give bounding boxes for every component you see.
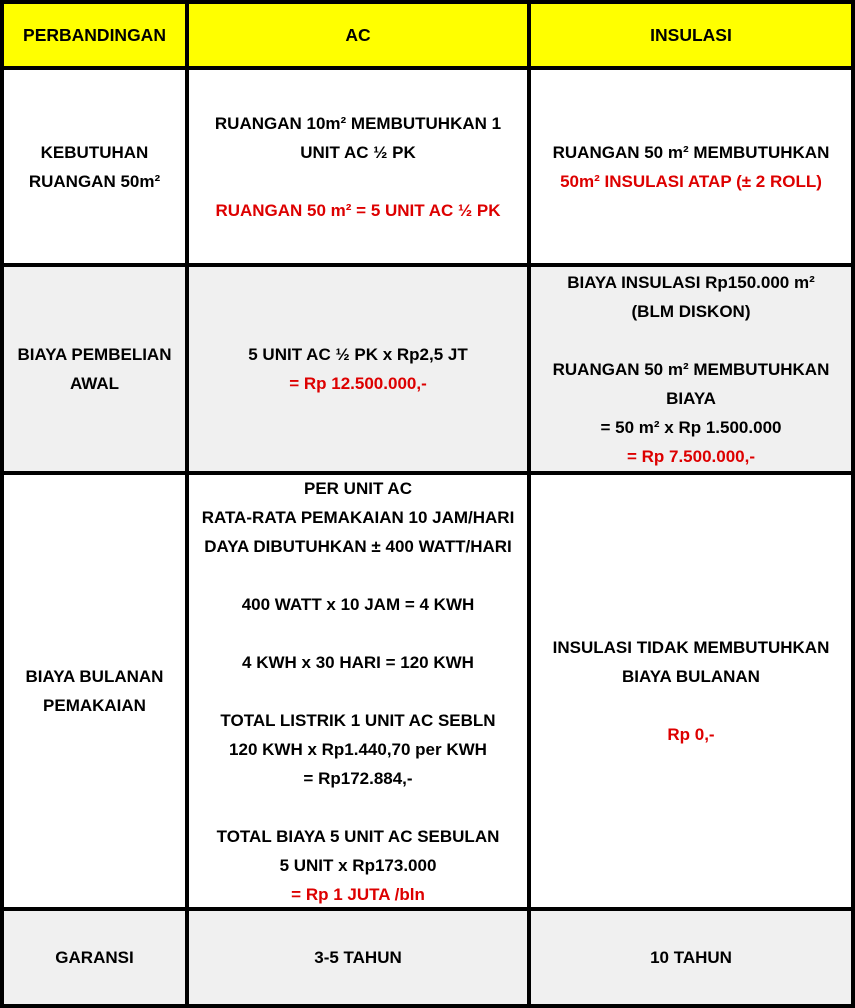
text-line: 3-5 TAHUN <box>314 948 402 967</box>
text-line: RATA-RATA PEMAKAIAN 10 JAM/HARI <box>201 507 515 527</box>
header-cell-insulasi: INSULASI <box>531 4 851 66</box>
highlight-text-line: = Rp 12.500.000,- <box>289 374 427 393</box>
row-label-garansi: GARANSI <box>4 911 185 1004</box>
cell-garansi-ac <box>189 911 527 1004</box>
cell-pembelian-insulasi <box>531 267 851 471</box>
text-line: 4 KWH x 30 HARI = 120 KWH <box>242 652 474 672</box>
text-line: INSULASI TIDAK MEMBUTUHKAN <box>552 638 830 657</box>
highlight-text-line: = Rp 7.500.000,- <box>626 446 756 466</box>
text-line: PER UNIT AC <box>304 478 412 498</box>
row-label-biaya-pembelian-awal: BIAYA PEMBELIAN AWAL <box>4 267 185 471</box>
text-line: 120 KWH x Rp1.440,70 per KWH <box>229 739 487 759</box>
text-line: BIAYA BULANAN <box>622 667 760 686</box>
text-line: RUANGAN 50 m² MEMBUTUHKAN <box>552 142 830 162</box>
text-line: 10 TAHUN <box>650 948 732 967</box>
cell-bulanan-insulasi <box>531 475 851 907</box>
text-line: = Rp172.884,- <box>303 768 413 788</box>
highlight-text-line: RUANGAN 50 m² = 5 UNIT AC ½ PK <box>215 200 501 220</box>
row-label-biaya-bulanan-pemakaian: BIAYA BULANAN PEMAKAIAN <box>4 475 185 907</box>
row-label-kebutuhan-ruangan: KEBUTUHAN RUANGAN 50m² <box>4 70 185 263</box>
cell-garansi-insulasi <box>531 911 851 1004</box>
text-line <box>356 677 361 706</box>
text-line: 5 UNIT AC ½ PK x Rp2,5 JT <box>248 345 468 364</box>
cell-pembelian-ac <box>189 267 527 471</box>
highlight-text-line: Rp 0,- <box>667 725 715 744</box>
text-line: TOTAL BIAYA 5 UNIT AC SEBULAN <box>216 826 500 846</box>
text-line <box>689 691 694 720</box>
text-line: UNIT AC ½ PK <box>300 142 416 162</box>
header-cell-ac: AC <box>189 4 527 66</box>
text-line <box>356 619 361 648</box>
text-line: DAYA DIBUTUHKAN ± 400 WATT/HARI <box>204 536 512 556</box>
text-line: 5 UNIT x Rp173.000 <box>279 855 437 875</box>
header-cell-perbandingan: PERBANDINGAN <box>4 4 185 66</box>
cell-kebutuhan-ac <box>189 70 527 263</box>
text-line: BIAYA INSULASI Rp150.000 m² <box>567 272 815 292</box>
text-line <box>356 561 361 590</box>
cell-bulanan-ac <box>189 475 527 907</box>
text-line <box>356 793 361 822</box>
text-line: RUANGAN 50 m² MEMBUTUHKAN <box>552 359 830 379</box>
cell-kebutuhan-insulasi <box>531 70 851 263</box>
text-line: RUANGAN 10m² MEMBUTUHKAN 1 <box>214 113 502 133</box>
text-line: BIAYA <box>666 388 716 408</box>
text-line: 400 WATT x 10 JAM = 4 KWH <box>241 594 475 614</box>
text-line <box>356 167 361 196</box>
text-line: (BLM DISKON) <box>631 301 751 321</box>
text-line: TOTAL LISTRIK 1 UNIT AC SEBLN <box>220 710 496 730</box>
text-line <box>689 326 694 355</box>
highlight-text-line: 50m² INSULASI ATAP (± 2 ROLL) <box>560 171 822 191</box>
text-line: = 50 m² x Rp 1.500.000 <box>600 417 782 437</box>
highlight-text-line: = Rp 1 JUTA /bln <box>291 884 425 904</box>
